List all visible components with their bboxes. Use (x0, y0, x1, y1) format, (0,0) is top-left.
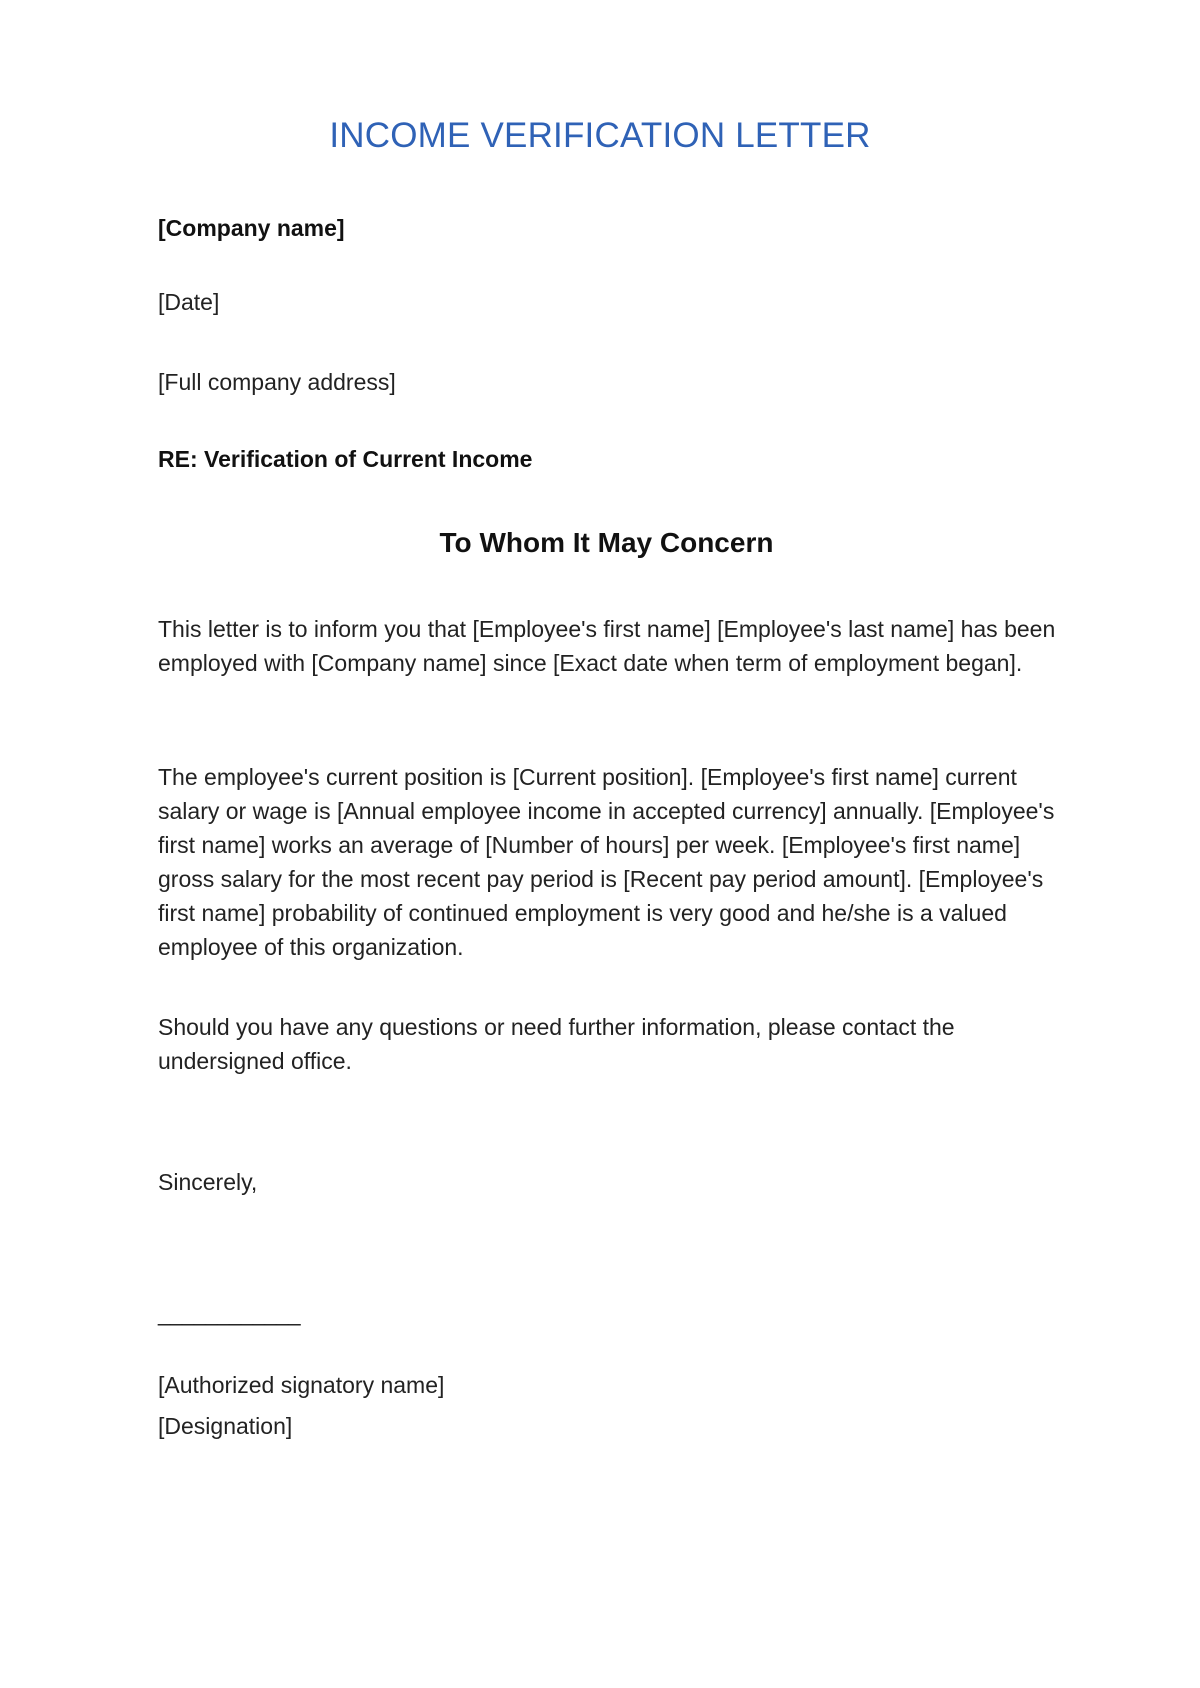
company-name: [Company name] (158, 215, 345, 241)
closing: Sincerely, (158, 1169, 258, 1195)
body-paragraph-3: Should you have any questions or need further information, please contact the undersigned office. (158, 1014, 955, 1074)
body-paragraph-1: This letter is to inform you that [Employee's first name] [Employee's last name] has been employed with [Company name] since [Exact date when term of employment began]. (158, 616, 1056, 676)
subject-line: RE: Verification of Current Income (158, 446, 533, 472)
company-address: [Full company address] (158, 369, 396, 395)
signature-line: ____________ (158, 1300, 300, 1326)
body-paragraph-2: The employee's current position is [Current position]. [Employee's first name] current salary or wage is [Annual employee income in accepted currency] annually. [Employee's first name] works an average of [Number of hours] per week. [Employee's first name] gross salary for the most recent pay period is [Recent pay period amount]. [Employee's first name] probability of continued employment is very good and he/she is a valued employee of this organization. (158, 764, 1055, 960)
letter-title: INCOME VERIFICATION LETTER (329, 116, 871, 155)
salutation: To Whom It May Concern (439, 527, 774, 558)
signatory-designation: [Designation] (158, 1413, 293, 1439)
signatory-name: [Authorized signatory name] (158, 1372, 445, 1398)
letter-date: [Date] (158, 289, 220, 315)
